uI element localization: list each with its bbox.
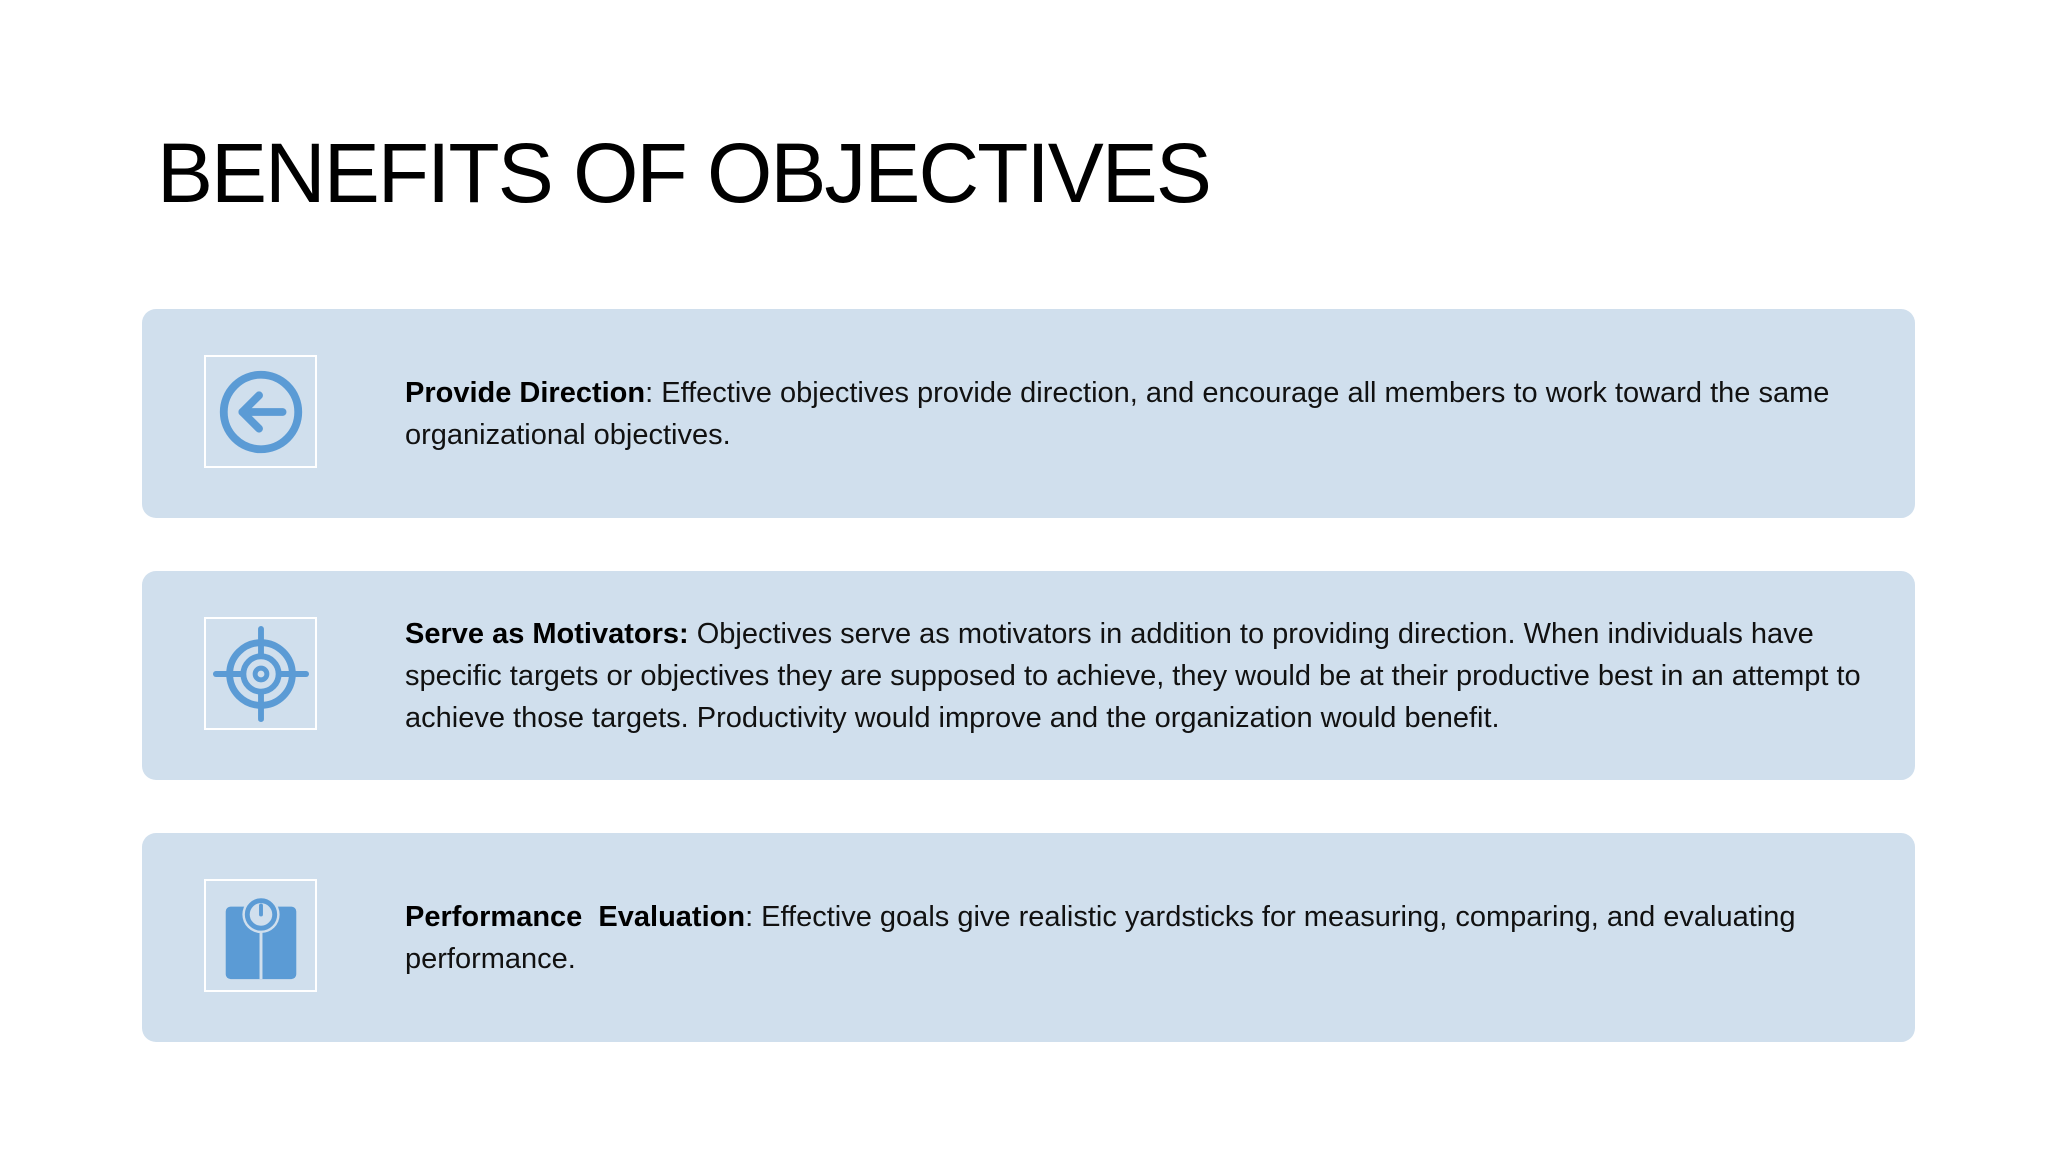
- weighing-scale-icon-graphic: [212, 887, 310, 985]
- benefit-text: [405, 833, 1895, 1042]
- benefit-paragraph: [405, 613, 1895, 739]
- benefit-card-performance-evaluation: [142, 833, 1915, 1042]
- back-arrow-circle-icon: [204, 355, 317, 468]
- benefit-paragraph: [405, 372, 1895, 456]
- benefit-separator: :: [645, 376, 654, 409]
- back-arrow-circle-icon-graphic: [212, 363, 310, 461]
- weighing-scale-icon: [204, 879, 317, 992]
- target-icon-graphic: [212, 625, 310, 723]
- benefit-card-provide-direction: [142, 309, 1915, 518]
- benefit-card-serve-as-motivators: [142, 571, 1915, 780]
- benefit-text: [405, 571, 1895, 780]
- benefit-heading: Performance Evaluation: [405, 900, 746, 933]
- benefit-description: Effective goals give realistic yardsticks for measuring, comparing, and evaluating performance.: [405, 900, 1796, 975]
- benefit-text: [405, 309, 1895, 518]
- benefit-description: Objectives serve as motivators in addition to providing direction. When individuals have specific targets or objectives they are supposed to achieve, they would be at their productive best in an attempt to achieve those targets. Productivity would improve and the organization would benefit.: [405, 617, 1861, 734]
- benefit-heading: Provide Direction: [405, 376, 646, 409]
- benefit-description: Effective objectives provide direction, and encourage all members to work toward the same organizational objectives.: [405, 376, 1830, 451]
- benefit-heading: Serve as Motivators:: [405, 617, 689, 650]
- benefit-separator: :: [745, 900, 754, 933]
- slide-title: BENEFITS OF OBJECTIVES: [157, 126, 1210, 220]
- target-icon: [204, 617, 317, 730]
- benefit-paragraph: [405, 896, 1895, 980]
